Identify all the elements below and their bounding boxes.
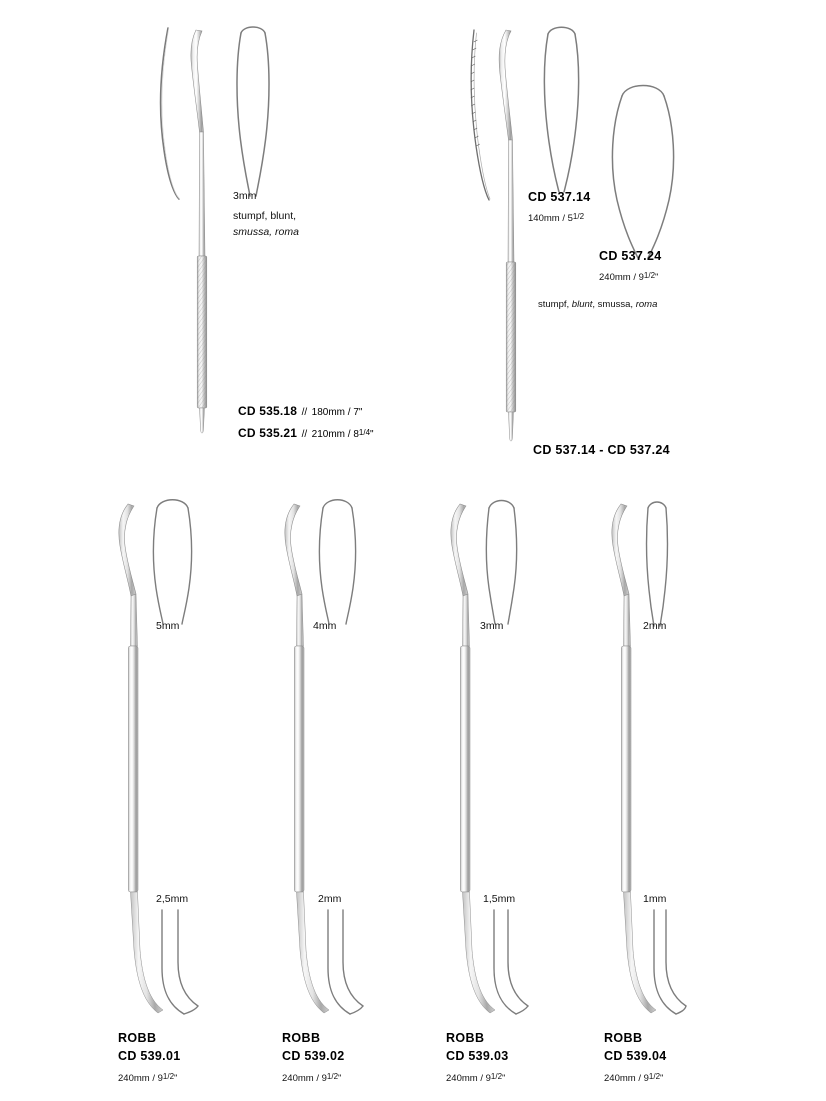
cd539-02-size-tail: " [338,1073,342,1084]
cd539-04-size [604,1068,663,1086]
cd539-01-bottom-size: 2,5mm [156,893,189,905]
cd535-tip-size-label: 3mm [233,190,257,202]
cd539-01-size-frac-den: 2 [169,1072,175,1081]
cd539-02-top-loop [319,500,355,624]
cd537-descriptor-en: blunt [571,299,593,310]
cd537-24-size-tail: " [655,272,659,283]
cd539-03-top-size: 3mm [480,620,504,632]
cd537-24-front-loop [612,86,673,259]
cd537-14-size-text: 140mm / 5 [528,213,573,224]
cd537-group-caption [533,441,670,459]
cd539-03-bottom-bend [494,910,528,1014]
cd537-14-code-text: CD 537.14 [528,190,591,204]
cd539-01-bottom-bend [162,910,198,1014]
cd539-04-instrument [612,504,656,1013]
cd539-04-size-tail: " [660,1073,664,1084]
cd539-03-name: ROBB [446,1031,485,1045]
cd539-02-size [282,1068,341,1086]
cd537-24-size [599,267,658,285]
cd537-14-size-frac-slash: / [577,212,580,221]
cd537-descriptor-mid: , smussa, [592,299,636,310]
cd539-01-name: ROBB [118,1031,157,1045]
cd535-21-code: CD 535.21 [238,426,298,440]
cd539-02-size-frac-num: 1 [326,1072,332,1081]
cd537-14-size-frac-num: 1 [572,212,578,221]
cd537-main-instrument [499,30,516,441]
cd539-03-code: CD 539.03 [446,1049,509,1063]
cd535-descriptor-line-1 [233,210,296,223]
cd539-01-top-size: 5mm [156,620,180,632]
cd539-03-bottom-size: 1,5mm [483,893,516,905]
cd539-02-size-frac-slash: / [331,1072,334,1081]
cd537-24-code-text: CD 537.24 [599,249,662,263]
cd539-03-size-tail: " [502,1073,506,1084]
cd539-04-size-text: 240mm / 9 [604,1073,649,1084]
cd539-03-size-frac-slash: / [495,1072,498,1081]
cd535-descriptor-it: smussa, roma [233,226,299,238]
cd539-02-code: CD 539.02 [282,1049,345,1063]
cd537-descriptor-ro: roma [635,299,658,310]
cd539-02-bottom-bend [328,910,363,1014]
cd539-03-size-frac-num: 1 [490,1072,496,1081]
cd537-24-size-frac-den: 2 [650,271,656,280]
cd537-24-size-text: 240mm / 9 [599,272,644,283]
cd539-02-size-text: 240mm / 9 [282,1073,327,1084]
cd535-21-size-tail: " [370,429,374,440]
cd535-front-view-loop [237,27,269,196]
cd539-02-top-size: 4mm [313,620,337,632]
cd535-21-size-frac-slash: / [363,428,366,437]
cd539-01-code: CD 539.01 [118,1049,181,1063]
cd539-01-size-text: 240mm / 9 [118,1073,163,1084]
cd539-04-bottom-size: 1mm [643,893,667,905]
cd539-02-name: ROBB [282,1031,321,1045]
cd539-01-size-frac-num: 1 [162,1072,168,1081]
cd539-02-bottom-size: 2mm [318,893,342,905]
cd539-01-size [118,1068,177,1086]
cd535-21-size: 210mm / 8 [311,429,359,440]
cd537-group-caption-text: CD 537.14 - CD 537.24 [533,443,670,457]
cd539-01-size-tail: " [174,1073,178,1084]
cd539-04-size-frac-slash: / [653,1072,656,1081]
cd535-21-size-frac-den: 4 [365,428,371,437]
cd539-04-name: ROBB [604,1031,643,1045]
cd537-14-size [528,208,584,226]
cd535-descriptor-de: stumpf, blunt, [233,210,297,222]
cd537-descriptor [538,299,657,311]
cd539-04-size-frac-num: 1 [648,1072,654,1081]
cd539-04-code: CD 539.04 [604,1049,667,1063]
cd535-21-size-frac-num: 1 [358,428,364,437]
cd537-24-size-frac-slash: / [648,271,651,280]
cd539-04-top-size: 2mm [643,620,667,632]
cd539-02-size-frac-den: 2 [333,1072,339,1081]
cd539-04-size-frac-den: 2 [655,1072,661,1081]
cd535-18-row [238,402,362,420]
cd535-18-sep: // [301,407,308,418]
cd539-02-instrument [285,504,329,1013]
cd539-04-top-loop [647,502,668,626]
cd539-03-size-frac-den: 2 [497,1072,503,1081]
cd535-21-row [238,424,374,442]
cd539-04-bottom-bend [654,910,686,1014]
cd535-main-instrument [191,30,207,433]
cd539-03-top-loop [486,501,516,625]
cd537-14-size-frac-den: 2 [579,212,585,221]
cd535-descriptor-line-2 [233,226,299,239]
cd535-18-code: CD 535.18 [238,404,298,418]
cd537-14-code [528,188,590,206]
cd535-18-size: 180mm / 7" [311,407,363,418]
cd535-21-sep: // [301,429,308,440]
cd539-01-size-frac-slash: / [167,1072,170,1081]
cd539-03-size [446,1068,505,1086]
cd537-14-front-loop [544,27,578,192]
cd537-24-code [599,247,661,265]
cd537-side-profile-serrated [471,30,490,200]
cd537-descriptor-de: stumpf, [538,299,572,310]
cd535-side-profile [161,28,180,199]
cd539-01-instrument [119,504,163,1013]
cd539-01-top-loop [153,500,191,624]
cd539-03-size-text: 240mm / 9 [446,1073,491,1084]
cd537-24-size-frac-num: 1 [643,271,649,280]
